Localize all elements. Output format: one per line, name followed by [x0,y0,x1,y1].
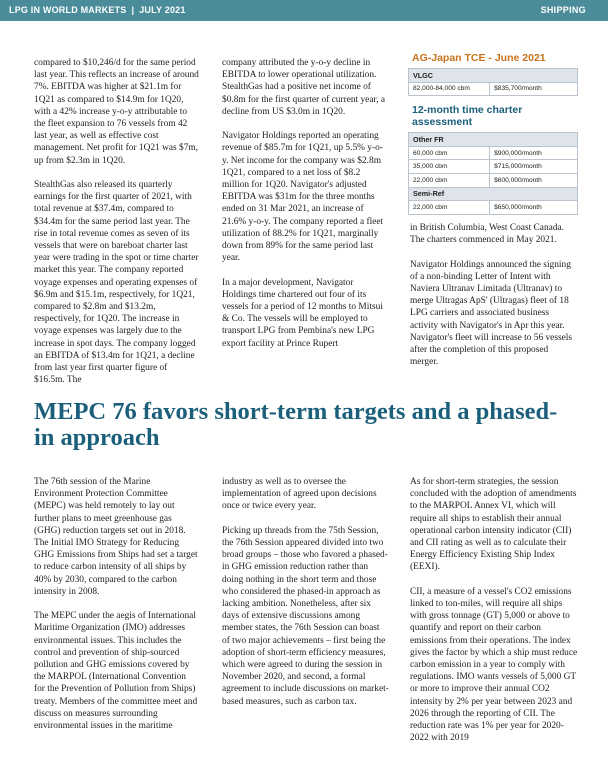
tc-assessment-subtitle: 12-month time charter assessment [412,104,523,129]
article-column-1-bottom [34,476,199,732]
table-row [409,201,578,215]
paragraph: In a major development, Navigator Holdings time chartered out four of its vessels for a period of 12 months to Mitsui & Co. The vessels will be employed to transport LPG from Pembina's new LPG export facility at Prince Rupert [222,277,383,349]
vessel-size: 60,000 cbm [409,146,490,160]
rate-value: $835,700/month [490,82,578,96]
paragraph: compared to $10,246/d for the same period last year. This reflects an increase of around 7%. EBITDA was higher at $21.1m for 1Q21 as compared to $14.9m for 1Q20, with a 42% increase y-o-y attributable to the fleet expansion to 76 vessels from 42 last year, as well as effective cost management. Net profit for 1Q21 was $7m, up from $2.3m in 1Q20. [34,58,199,166]
rate-value: $600,000/month [490,173,578,187]
running-head [9,5,186,15]
header-separator: | [131,5,135,15]
publication-name: LPG IN WORLD MARKETS [9,5,127,15]
table-row [409,173,578,187]
paragraph: Picking up threads from the 75th Session, the 76th Session appeared divided into two broad groups – those who favored a phased-in GHG emission reduction rather than doing nothing in the short term and those who considered the phased-in approach as lacking ambition. Nonetheless, after six days of extensive discussions among member states, the 76th Session can boast of two major achievements – first being the adoption of short-term efficiency measures, which were agreed to during the session in November 2020, and second, a formal agreement to include discussions on market-based measures, such as carbon tax. [222,525,389,707]
table-row [409,160,578,174]
section-label: SHIPPING [540,5,586,15]
table-group-row [409,133,578,147]
rate-value: $900,000/month [490,146,578,160]
paragraph: StealthGas also released its quarterly earnings for the first quarter of 2021, with total revenue at $37.4m, compared to $34.4m for the same period last year. The rise in total revenue comes as seven of its vessels that were on bareboat charter last year were trading in the spot or time charter market this year. The company reported voyage expenses and operating expenses of $6.9m and $15.1m, respectively, for 1Q21, compared to $2.8m and $13.2m, respectively, for 1Q20. The increase in voyage expenses was largely due to the increase in spot days. The company logged an EBITDA of $13.4m for 1Q21, a decline from last year first quarter figure of $16.5m. The [34,180,199,386]
article-headline: MEPC 76 favors short-term targets and a phased-in approach [34,398,558,451]
article-column-2-bottom [222,476,389,708]
vessel-size: 22,000 cbm [409,173,490,187]
table-group-row [409,69,578,83]
group-label: Semi-Ref [409,187,578,201]
tc-assessment-table [408,132,578,215]
paragraph: industry as well as to oversee the implementation of agreed upon decisions once or twice every year. [222,477,377,512]
vessel-size: 22,000 cbm [409,201,490,215]
paragraph: Navigator Holdings announced the signing of a non-binding Letter of Intent with Naviera Ultranav Limitada (Ultranav) to merge Ultragas ApS' (Ultragas) fleet of 18 LPG carriers and associated business activity with Navigator's in Apr this year. Navigator's fleet will increase to 56 vessels after the completion of this proposed merger. [410,259,573,368]
table-group-row [409,187,578,201]
vessel-size: 35,000 cbm [409,160,490,174]
issue-date: JULY 2021 [139,5,186,15]
table-row [409,146,578,160]
article-column-2-top [222,57,389,350]
page-header-bar [0,0,608,21]
tce-title: AG-Japan TCE - June 2021 [412,52,546,64]
paragraph: in British Columbia, West Coast Canada. The charters commenced in May 2021. [410,223,565,246]
tce-sidebar [408,52,578,215]
rate-value: $650,000/month [490,201,578,215]
paragraph: The MEPC under the aegis of International Maritime Organization (IMO) addresses environmental issues. This includes the control and prevention of ship-sourced pollution and GHG emissions covered by the MARPOL (International Convention for the Prevention of Pollution from Ships) treaty. Members of the committee meet and discuss on measures surrounding environmental issues in the maritime [34,611,198,732]
paragraph: Navigator Holdings reported an operating revenue of $85.7m for 1Q21, up 5.5% y-o-y. Net income for the company was $2.8m 1Q21, compared to a net loss of $8.2 million for 1Q20. Navigator's adjusted EBITDA was $31m for the three months ended on 31 Mar 2021, an increase of 21.6% y-o-y. The company reported a fleet utilization of 88.2% for 1Q21, marginally down from 89% for the same period last year. [222,131,384,264]
paragraph: As for short-term strategies, the session concluded with the adoption of amendments to the MARPOL Annex VI, which will require all ships to establish their annual operational carbon intensity indicator (CII) and CII rating as well as to calculate their Energy Efficiency Existing Ship Index (EEXI). [410,477,577,573]
group-label: VLGC [409,69,578,83]
article-column-1-top [34,57,199,386]
paragraph: company attributed the y-o-y decline in EBITDA to lower operational utilization. StealthGas had a positive net income of $0.8m for the first quarter of current year, a decline from US $3.0m in 1Q20. [222,58,386,117]
article-column-3-top [410,222,578,368]
vessel-size: 82,000-84,000 cbm [409,82,490,96]
group-label: Other FR [409,133,578,147]
paragraph: CII, a measure of a vessel's CO2 emissions linked to ton-miles, will require all ships with gross tonnage (GT) 5,000 or above to quantify and report on their carbon emissions from their operations. The index gives the factor by which a ship must reduce carbon emission in a year to comply with regulations. IMO wants vessels of 5,000 GT or more to improve their annual CO2 intensity by 2% per year between 2023 and 2026 through the reporting of CII. The reduction rate was 1% per year for 2020-2022 with 2019 [410,586,578,744]
vlgc-table [408,68,578,96]
article-column-3-bottom [410,476,578,744]
rate-value: $715,000/month [490,160,578,174]
table-row [409,82,578,96]
paragraph: The 76th session of the Marine Environment Protection Committee (MEPC) was held remotely to lay out further plans to meet greenhouse gas (GHG) reduction targets set out in 2018. The Initial IMO Strategy for Reducing GHG Emissions from Ships had set a target to reduce carbon intensity of all ships by 40% by 2030, compared to the carbon intensity in 2008. [34,477,198,597]
